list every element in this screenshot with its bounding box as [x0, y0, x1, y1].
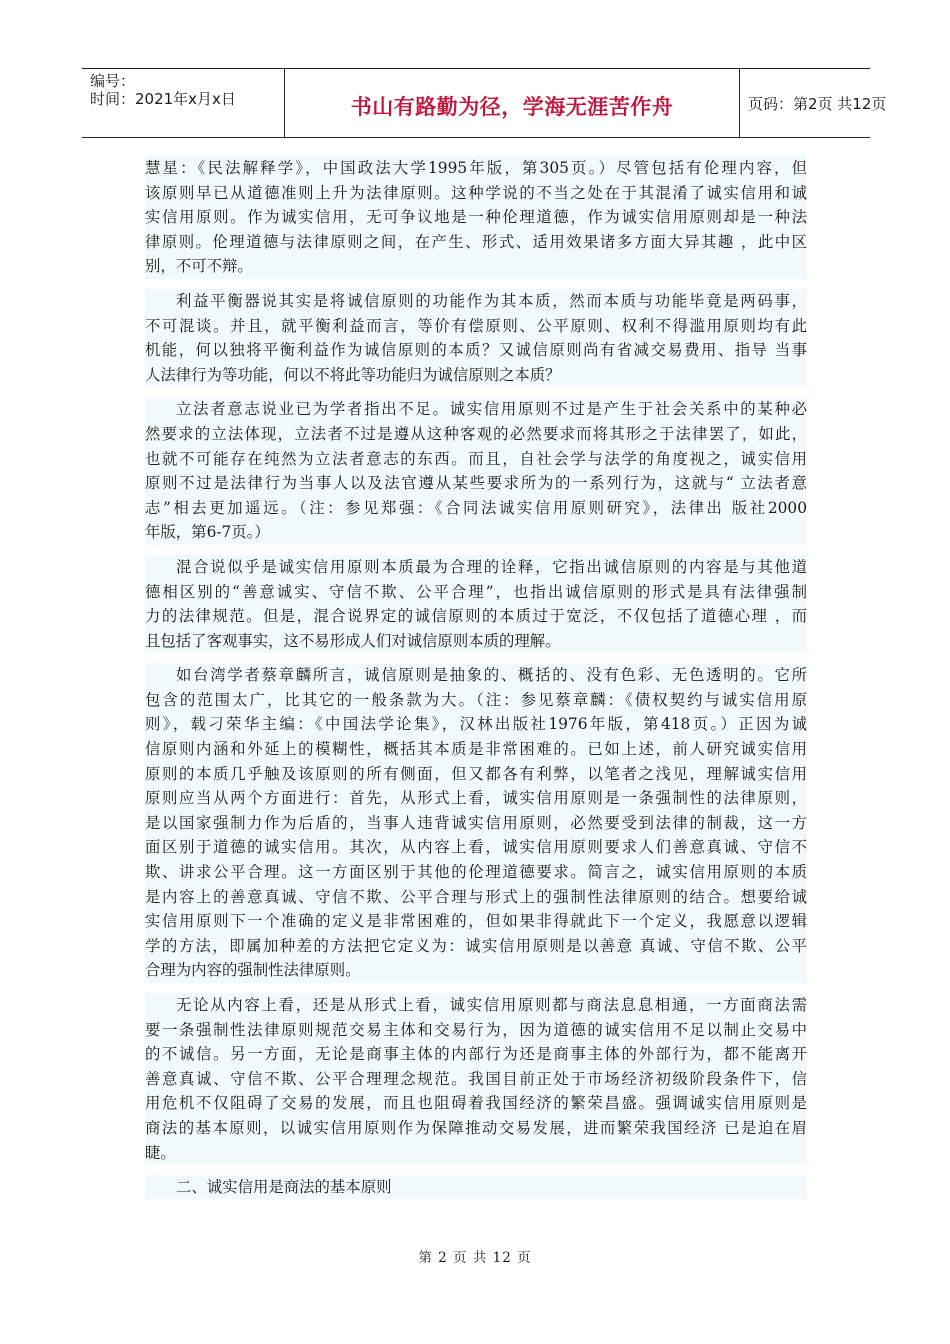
page-info: 页码：第2页 共12页: [748, 95, 887, 113]
paragraph-line: 慧星：《民法解释学》，中国政法大学1995年版，第305页。）尽管包括有伦理内容，但: [145, 159, 807, 177]
paragraph-line: 原则不过是法律行为当事人以及法官遵从某些要求所为的一系列行为，这就与“ 立法者意: [145, 474, 807, 493]
paragraph-line: 学的方法，即属加种差的方法把它定义为：诚实信用原则是以善意 真诚、守信不欺、公平: [145, 936, 807, 955]
paragraph-line: 德相区别的“善意诚实、守信不欺、公平合理”，也指出诚信原则的形式是具有法律强制: [145, 582, 807, 601]
paragraph-line: 不可混谈。并且，就平衡利益而言，等价有偿原则、公平原则、权利不得滥用原则均有此: [145, 316, 807, 335]
paragraph-line: 是内容上的善意真诚、守信不欺、公平合理与形式上的强制性法律原则的结合。想要给诚: [145, 887, 807, 906]
paragraph-line: 欺、讲求公平合理。这一方面区别于其他的伦理道德要求。简言之，诚实信用原则的本质: [145, 863, 807, 882]
paragraph: [145, 156, 807, 279]
paragraph: [145, 397, 807, 545]
time-label: 时间：2021年x月x日: [90, 90, 236, 108]
page-footer: 第 2 页 共 12 页: [418, 1250, 532, 1266]
paragraph-line: 该原则早已从道德准则上升为法律原则。这种学说的不当之处在于其混淆了诚实信用和诚: [145, 183, 807, 202]
paragraph-line: 的不诚信。另一方面，无论是商事主体的内部行为还是商事主体的外部行为，都不能离开: [145, 1045, 807, 1064]
paragraph-line: 如台湾学者蔡章麟所言，诚信原则是抽象的、概括的、没有色彩、无色透明的。它所: [176, 666, 807, 685]
paragraph: [145, 289, 807, 387]
code-label: 编号：: [90, 72, 136, 90]
paragraph: [145, 993, 807, 1165]
paragraph-line: 是以国家强制力作为后盾的，当事人违背诚实信用原则，必然要受到法律的制裁，这一方: [145, 813, 807, 832]
paragraph-line: 睫。: [145, 1143, 176, 1162]
paragraph: [145, 663, 807, 983]
motto: 书山有路勤为径，学海无涯苦作舟: [350, 94, 674, 119]
section-heading: 二、诚实信用是商法的基本原则: [145, 1175, 807, 1199]
paragraph-line: 也就不可能存在纯然为立法者意志的东西。而且，自社会学与法学的角度视之，诚实信用: [145, 449, 807, 468]
paragraph-line: 机能，何以独将平衡利益作为诚信原则的本质？又诚信原则尚有省减交易费用、指导 当事: [145, 341, 807, 360]
paragraph-line: 包含的范围太广，比其它的一般条款为大。（注：参见蔡章麟：《债权契约与诚实信用原: [145, 690, 807, 709]
paragraph-line: 立法者意志说业已为学者指出不足。诚实信用原则不过是产生于社会关系中的某种必: [176, 400, 807, 419]
page-header: [82, 68, 887, 138]
paragraph: [145, 555, 807, 653]
paragraph-line: 无论从内容上看，还是从形式上看，诚实信用原则都与商法息息相通，一方面商法需: [176, 996, 807, 1014]
paragraph-line: 混合说似乎是诚实信用原则本质最为合理的诠释，它指出诚信原则的内容是与其他道: [176, 557, 807, 576]
header-meta: [82, 69, 285, 137]
paragraph-line: 别，不可不辩。: [145, 257, 253, 276]
paragraph-line: 要一条强制性法律原则规范交易主体和交易行为，因为道德的诚实信用不足以制止交易中: [145, 1020, 807, 1039]
paragraph-line: 人法律行为等功能，何以不将此等功能归为诚信原则之本质？: [145, 365, 561, 384]
document-body: [145, 156, 807, 1199]
paragraph-line: 力的法律规范。但是，混合说界定的诚信原则的本质过于宽泛，不仅包括了道德心理 ，而: [145, 607, 807, 626]
paragraph-line: 面区别于道德的诚实信用。其次，从内容上看，诚实信用原则要求人们善意真诚、守信不: [145, 838, 807, 857]
paragraph-line: 利益平衡器说其实是将诚信原则的功能作为其本质，然而本质与功能毕竟是两码事，: [176, 291, 807, 310]
paragraph-line: 则》，载刁荣华主编：《中国法学论集》，汉林出版社1976年版，第418页。）正因为诚: [145, 715, 807, 734]
header-motto-cell: [285, 69, 740, 137]
paragraph-line: 原则应当从两个方面进行：首先，从形式上看，诚实信用原则是一条强制性的法律原则，: [145, 789, 807, 808]
paragraph-line: 志”相去更加遥远。（注：参见郑强：《合同法诚实信用原则研究》，法律出 版社2000: [145, 498, 807, 517]
paragraph-line: 然要求的立法体现，立法者不过是遵从这种客观的必然要求而将其形之于法律罢了，如此，: [145, 424, 807, 443]
paragraph-line: 信原则内涵和外延上的模糊性，概括其本质是非常困难的。已如上述，前人研究诚实信用: [145, 740, 807, 759]
paragraph-line: 原则的本质几乎触及该原则的所有侧面，但又都各有利弊，以笔者之浅见，理解诚实信用: [145, 764, 807, 783]
paragraph-line: 年版，第6-7页。）: [145, 523, 270, 542]
paragraph-line: 商法的基本原则，以诚实信用原则作为保障推动交易发展，进而繁荣我国经济 已是迫在眉: [145, 1118, 807, 1137]
paragraph-line: 合理为内容的强制性法律原则。: [145, 961, 361, 980]
header-page-cell: [740, 69, 887, 137]
paragraph-line: 善意真诚、守信不欺、公平合理理念规范。我国目前正处于市场经济初级阶段条件下，信: [145, 1069, 807, 1088]
paragraph-line: 用危机不仅阻碍了交易的发展，而且也阻碍着我国经济的繁荣昌盛。强调诚实信用原则是: [145, 1094, 807, 1113]
paragraph-line: 且包括了客观事实，这不易形成人们对诚信原则本质的理解。: [145, 631, 561, 650]
paragraph-line: 律原则。伦理道德与法律原则之间，在产生、形式、适用效果诸多方面大异其趣 ，此中区: [145, 232, 807, 251]
paragraph-line: 实信用原则。作为诚实信用，无可争议地是一种伦理道德，作为诚实信用原则却是一种法: [145, 208, 807, 227]
paragraph-line: 实信用原则下一个准确的定义是非常困难的，但如果非得就此下一个定义，我愿意以逻辑: [145, 912, 807, 931]
